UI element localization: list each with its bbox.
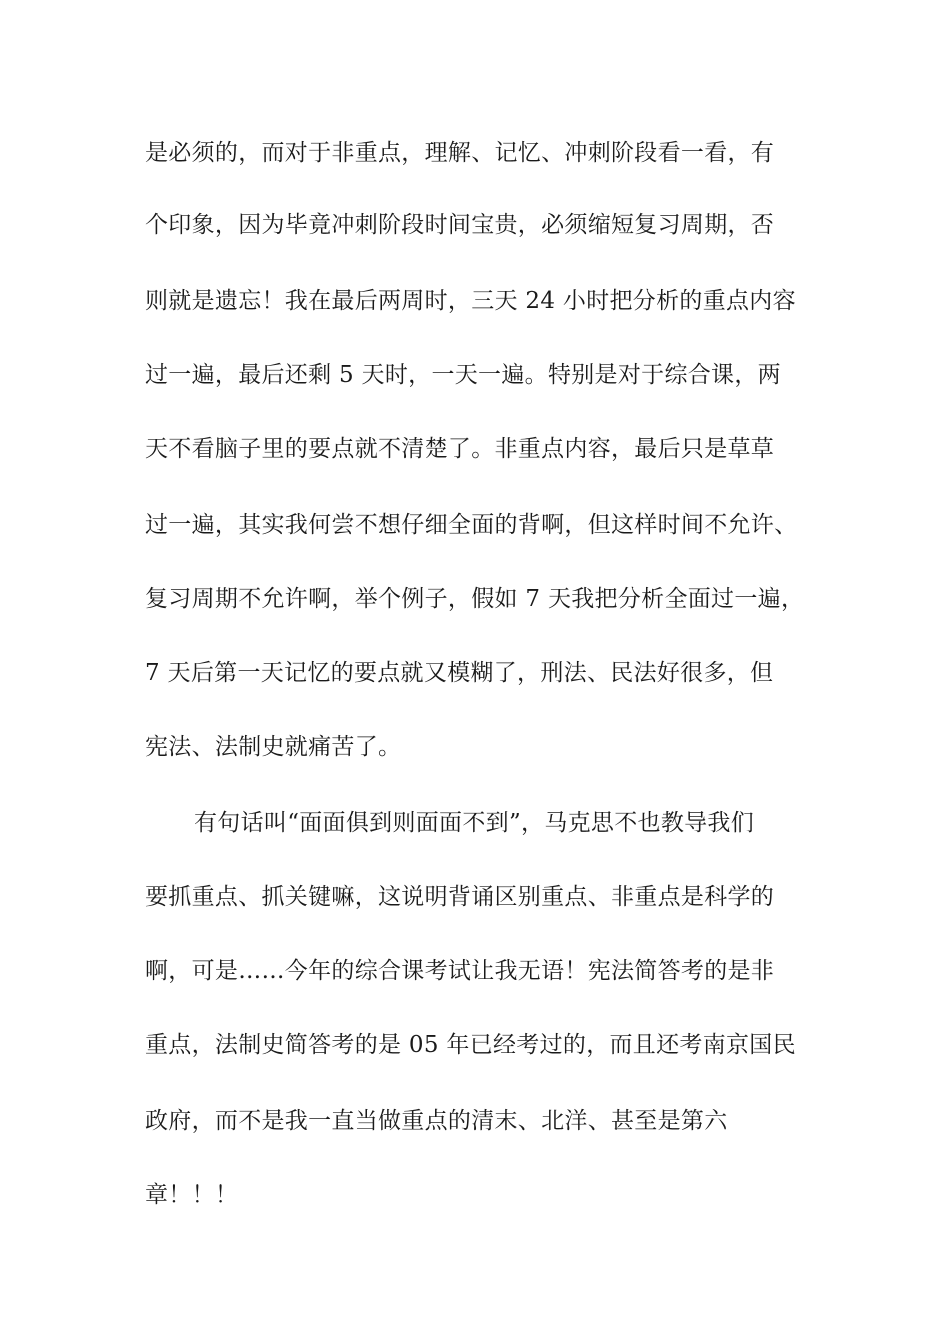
text-line: 则就是遗忘！我在最后两周时，三天 24 小时把分析的重点内容 bbox=[145, 288, 796, 314]
text-line: 过一遍，其实我何尝不想仔细全面的背啊，但这样时间不允许、 bbox=[145, 512, 798, 538]
text-line: 政府，而不是我一直当做重点的清末、北洋、甚至是第六 bbox=[145, 1108, 728, 1134]
text-line: 章！！！ bbox=[145, 1182, 239, 1208]
text-line: 个印象，因为毕竟冲刺阶段时间宝贵，必须缩短复习周期，否 bbox=[145, 212, 775, 238]
text-line: 复习周期不允许啊，举个例子，假如 7 天我把分析全面过一遍， bbox=[145, 586, 805, 612]
text-line: 过一遍，最后还剩 5 天时，一天一遍。特别是对于综合课，两 bbox=[145, 362, 781, 388]
text-line: 是必须的，而对于非重点，理解、记忆、冲刺阶段看一看，有 bbox=[145, 140, 775, 166]
text-line: 啊，可是……今年的综合课考试让我无语！宪法简答考的是非 bbox=[145, 958, 775, 984]
text-line: 天不看脑子里的要点就不清楚了。非重点内容，最后只是草草 bbox=[145, 436, 775, 462]
text-line: 宪法、法制史就痛苦了。 bbox=[145, 734, 402, 760]
text-line: 7 天后第一天记忆的要点就又模糊了，刑法、民法好很多，但 bbox=[145, 660, 774, 686]
text-line: 有句话叫“面面俱到则面面不到”，马克思不也教导我们 bbox=[194, 810, 755, 836]
text-line: 要抓重点、抓关键嘛，这说明背诵区别重点、非重点是科学的 bbox=[145, 884, 775, 910]
text-line: 重点，法制史简答考的是 05 年已经考过的，而且还考南京国民 bbox=[145, 1032, 796, 1058]
